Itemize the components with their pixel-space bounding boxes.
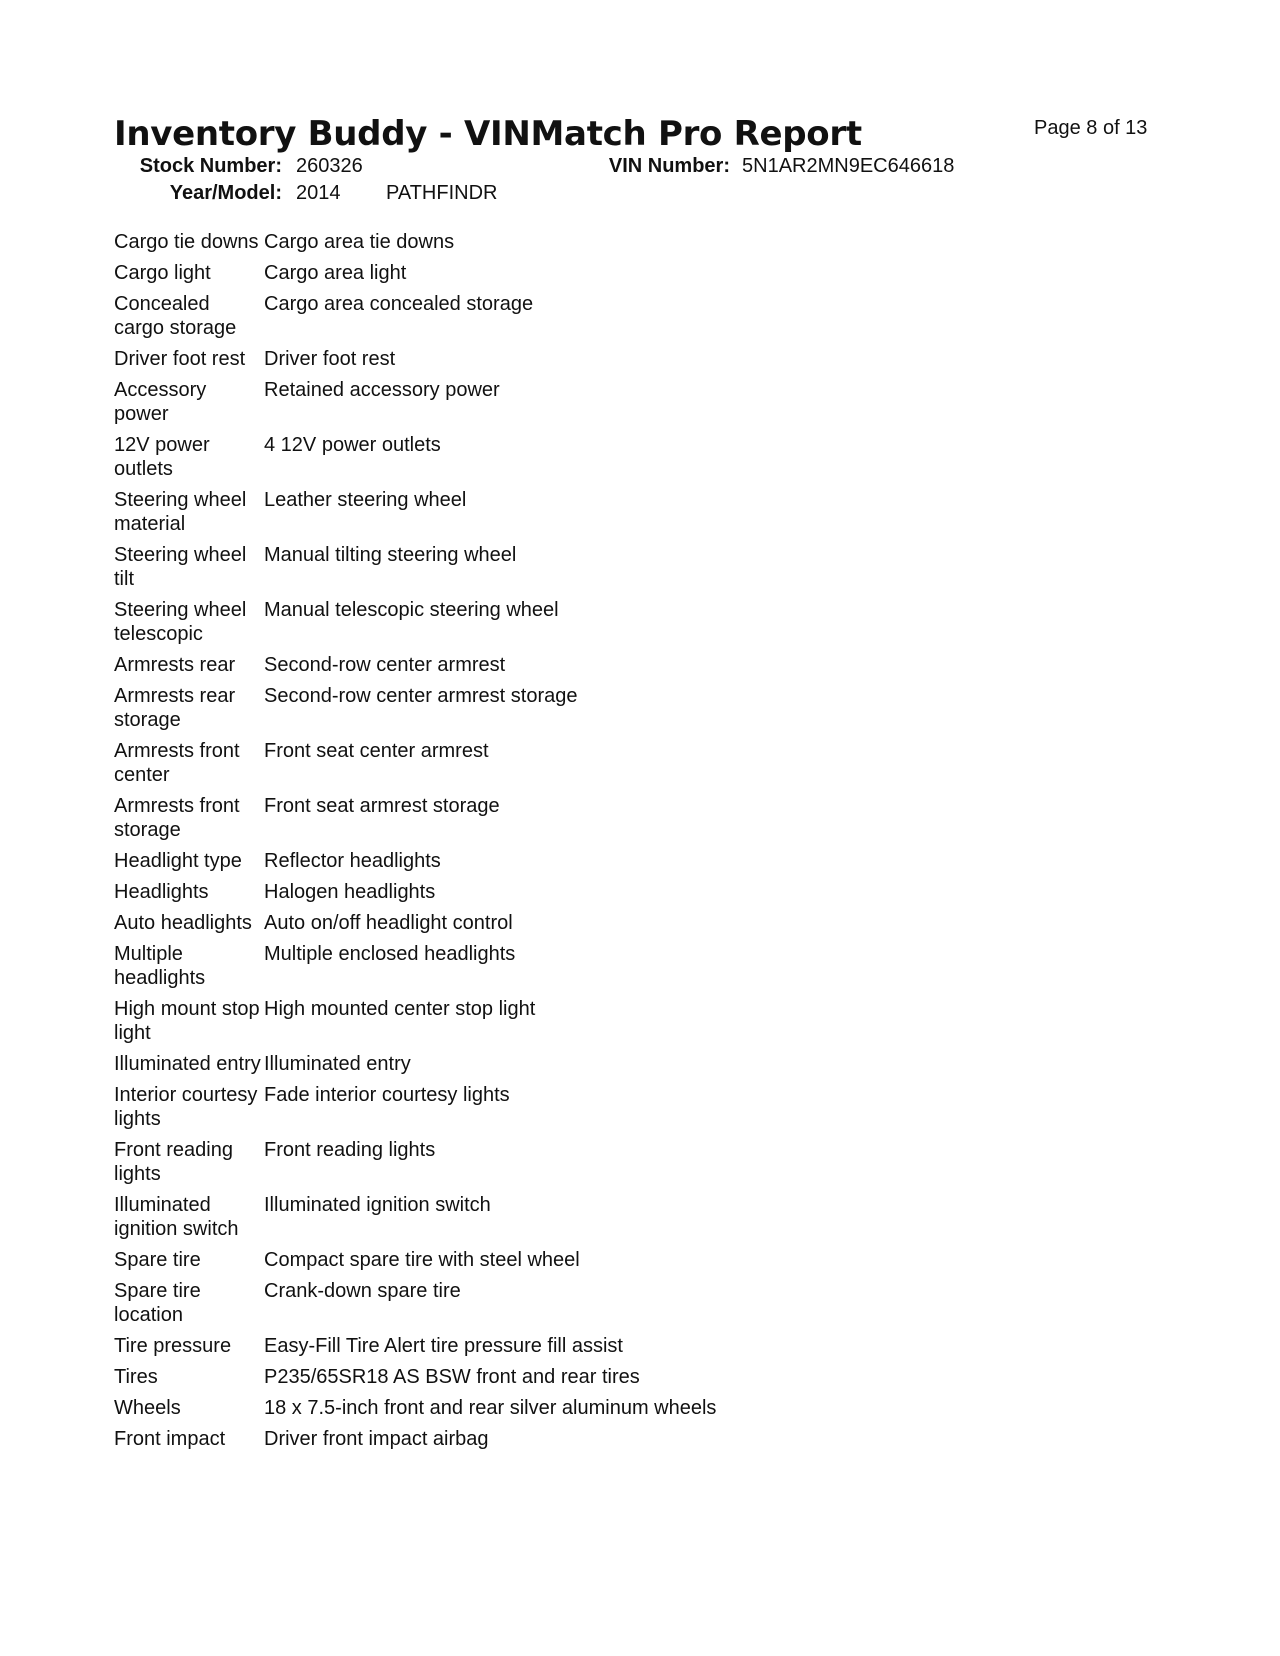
feature-row: [114, 1365, 1014, 1389]
feature-row: [114, 997, 1014, 1045]
feature-row: [114, 684, 1014, 732]
feature-row: [114, 543, 1014, 591]
feature-description: P235/65SR18 AS BSW front and rear tires: [264, 1366, 640, 1388]
feature-row: [114, 849, 1014, 873]
feature-row: [114, 598, 1014, 646]
feature-row: [114, 1334, 1014, 1358]
feature-name: Armrests rear storage: [114, 685, 236, 731]
feature-name: Illuminated entry: [114, 1053, 261, 1075]
feature-description: Compact spare tire with steel wheel: [264, 1249, 580, 1271]
feature-row: [114, 230, 1014, 254]
feature-name: Wheels: [114, 1397, 181, 1419]
feature-description: Cargo area concealed storage: [264, 293, 534, 315]
feature-name: Illuminated ignition switch: [114, 1194, 239, 1240]
feature-description: Cargo area light: [264, 262, 407, 284]
feature-name: Tires: [114, 1366, 158, 1388]
feature-name: Spare tire location: [114, 1280, 201, 1326]
feature-name: Steering wheel telescopic: [114, 599, 247, 645]
feature-name: Steering wheel material: [114, 489, 247, 535]
feature-row: [114, 292, 1014, 340]
feature-name: Headlights: [114, 881, 209, 903]
feature-row: [114, 1427, 1014, 1451]
feature-name: Armrests front storage: [114, 795, 240, 841]
feature-name: Steering wheel tilt: [114, 544, 247, 590]
feature-name: Cargo light: [114, 262, 211, 284]
feature-row: [114, 794, 1014, 842]
feature-row: [114, 653, 1014, 677]
feature-description: 18 x 7.5-inch front and rear silver aluminum wheels: [264, 1397, 717, 1419]
feature-name: Driver foot rest: [114, 348, 246, 370]
feature-row: [114, 1052, 1014, 1076]
stock-number-value: 260326: [296, 155, 363, 177]
feature-name: Accessory power: [114, 379, 207, 425]
feature-name: Auto headlights: [114, 912, 252, 934]
feature-description: 4 12V power outlets: [264, 434, 441, 456]
feature-description: Driver foot rest: [264, 348, 396, 370]
feature-row: [114, 1083, 1014, 1131]
feature-description: Front seat armrest storage: [264, 795, 500, 817]
feature-description: High mounted center stop light: [264, 998, 536, 1020]
feature-row: [114, 911, 1014, 935]
model-value: PATHFINDR: [386, 182, 498, 204]
feature-row: [114, 1138, 1014, 1186]
feature-name: Tire pressure: [114, 1335, 232, 1357]
feature-description: Fade interior courtesy lights: [264, 1084, 510, 1106]
feature-name: Concealed cargo storage: [114, 293, 237, 339]
feature-row: [114, 488, 1014, 536]
feature-description: Second-row center armrest: [264, 654, 506, 676]
feature-name: Front reading lights: [114, 1139, 233, 1185]
feature-name: Armrests front center: [114, 740, 240, 786]
feature-name: Multiple headlights: [114, 943, 206, 989]
feature-name: Headlight type: [114, 850, 242, 872]
feature-description: Front reading lights: [264, 1139, 436, 1161]
feature-row: [114, 739, 1014, 787]
feature-row: [114, 880, 1014, 904]
feature-row: [114, 1279, 1014, 1327]
feature-description: Auto on/off headlight control: [264, 912, 513, 934]
feature-name: Interior courtesy lights: [114, 1084, 258, 1130]
page-number: Page 8 of 13: [1034, 117, 1148, 139]
feature-description: Multiple enclosed headlights: [264, 943, 516, 965]
feature-description: Illuminated entry: [264, 1053, 411, 1075]
feature-row: [114, 1396, 1014, 1420]
feature-description: Crank-down spare tire: [264, 1280, 461, 1302]
feature-description: Driver front impact airbag: [264, 1428, 489, 1450]
feature-description: Reflector headlights: [264, 850, 441, 872]
feature-description: Manual telescopic steering wheel: [264, 599, 559, 621]
report-title: Inventory Buddy - VINMatch Pro Report: [114, 114, 862, 154]
feature-name: Cargo tie downs: [114, 231, 259, 253]
feature-row: [114, 347, 1014, 371]
feature-name: Spare tire: [114, 1249, 201, 1271]
feature-row: [114, 1193, 1014, 1241]
feature-row: [114, 433, 1014, 481]
feature-description: Retained accessory power: [264, 379, 500, 401]
feature-description: Easy-Fill Tire Alert tire pressure fill assist: [264, 1335, 623, 1357]
vin-number-value: 5N1AR2MN9EC646618: [742, 155, 955, 177]
vin-number-label: VIN Number:: [608, 155, 730, 177]
feature-name: High mount stop light: [114, 998, 260, 1044]
feature-description: Manual tilting steering wheel: [264, 544, 517, 566]
feature-row: [114, 1248, 1014, 1272]
feature-description: Halogen headlights: [264, 881, 436, 903]
year-model-label: Year/Model:: [169, 182, 282, 204]
year-value: 2014: [296, 182, 341, 204]
feature-description: Second-row center armrest storage: [264, 685, 578, 707]
feature-name: 12V power outlets: [114, 434, 210, 480]
feature-description: Cargo area tie downs: [264, 231, 455, 253]
feature-description: Leather steering wheel: [264, 489, 467, 511]
feature-row: [114, 378, 1014, 426]
feature-name: Armrests rear: [114, 654, 236, 676]
feature-row: [114, 942, 1014, 990]
stock-number-label: Stock Number:: [139, 155, 282, 177]
feature-list: [114, 230, 1014, 1458]
feature-description: Front seat center armrest: [264, 740, 489, 762]
feature-row: [114, 261, 1014, 285]
feature-name: Front impact: [114, 1428, 226, 1450]
feature-description: Illuminated ignition switch: [264, 1194, 491, 1216]
